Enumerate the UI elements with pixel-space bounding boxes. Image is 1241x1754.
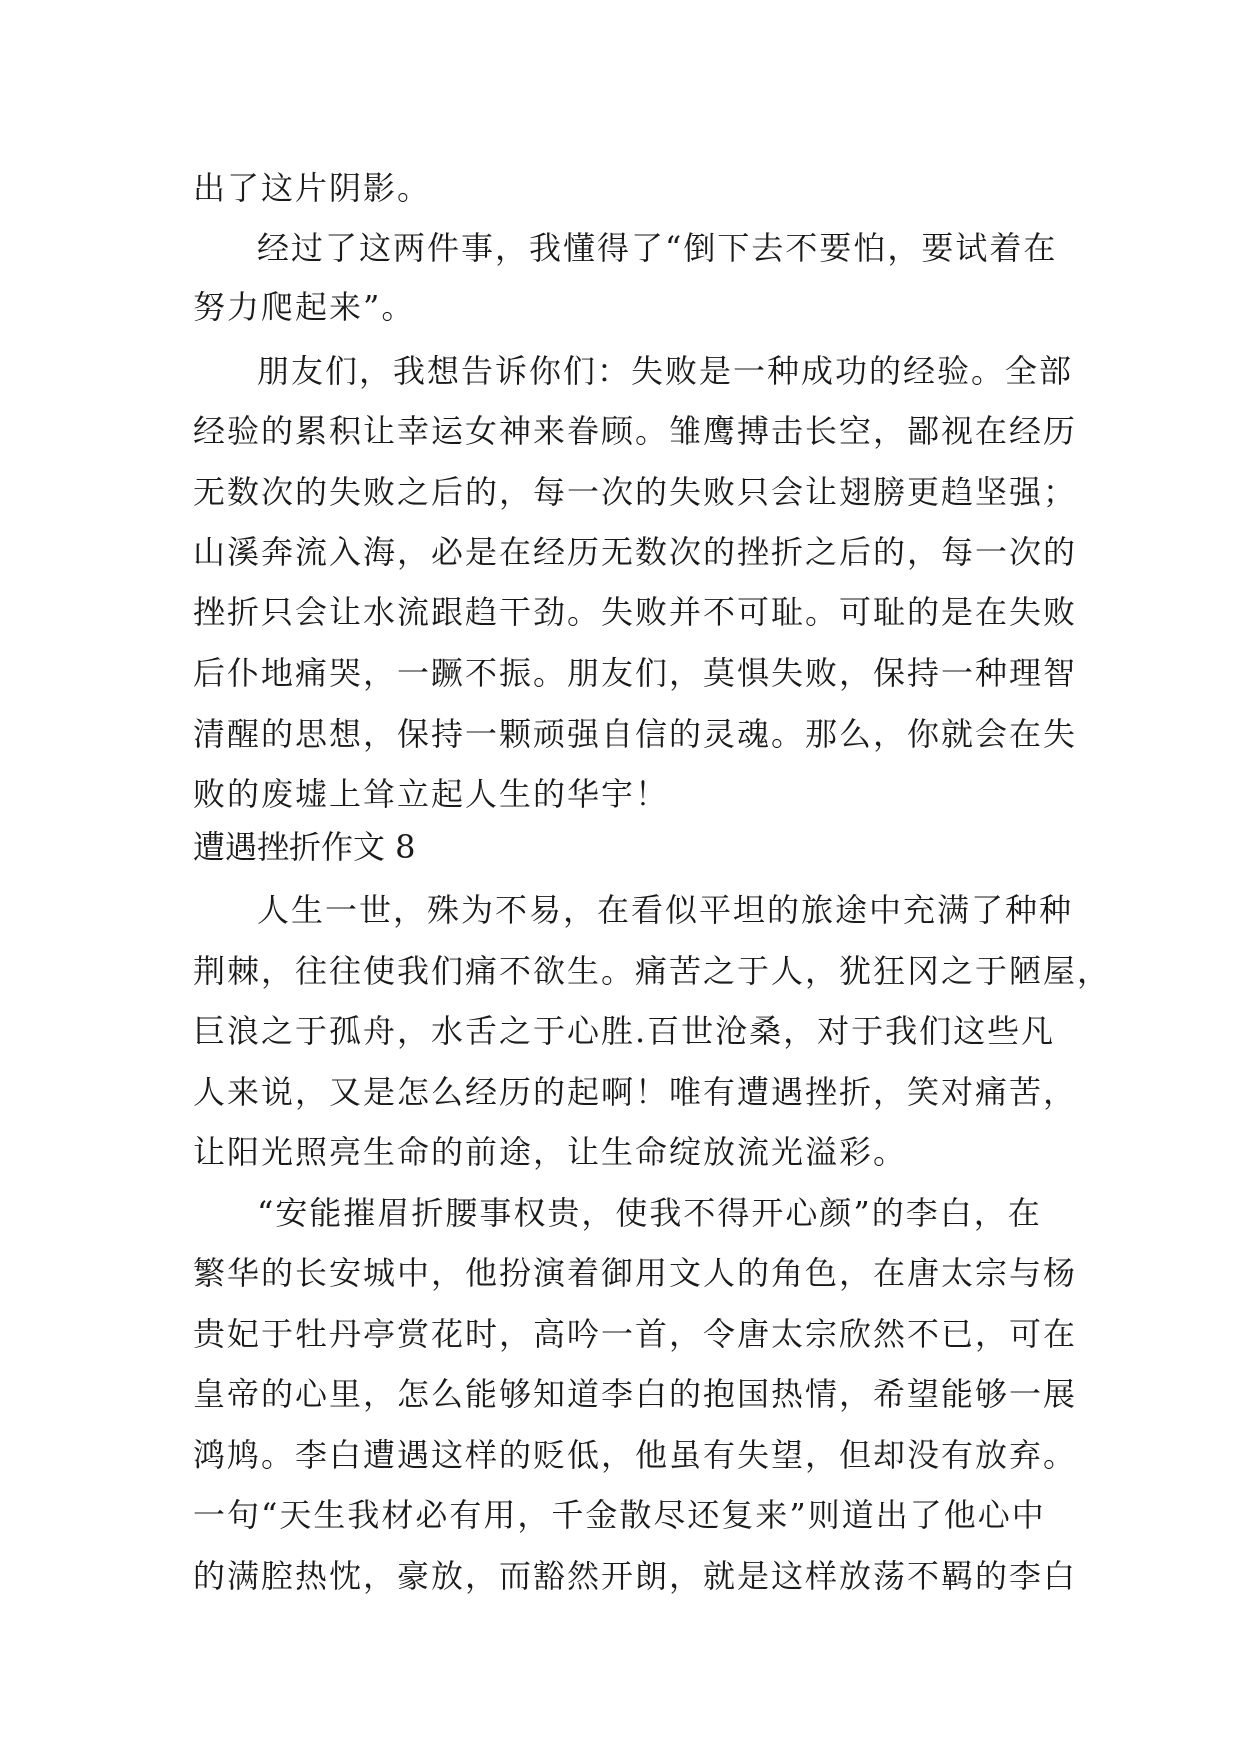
text-line: 让阳光照亮生命的前途，让生命绽放流光溢彩。 [193,1133,908,1171]
text-line: 鸿鸠。李白遭遇这样的贬低，他虽有失望，但却没有放弃。 [193,1436,1078,1474]
text-line: 山溪奔流入海，必是在经历无数次的挫折之后的，每一次的 [193,533,1078,571]
text-line: 贵妃于牡丹亭赏花时，高吟一首，令唐太宗欣然不已，可在 [193,1315,1078,1353]
text-line: 无数次的失败之后的，每一次的失败只会让翅膀更趋坚强； [193,473,1078,511]
text-line: 荆棘，往往使我们痛不欲生。痛苦之于人，犹狂冈之于陋屋， [193,952,1112,990]
text-line: 人生一世，殊为不易，在看似平坦的旅途中充满了种种 [257,891,1074,929]
text-line: “安能摧眉折腰事权贵，使我不得开心颜”的李白，在 [257,1194,1042,1232]
text-line: 经过了这两件事，我懂得了“倒下去不要怕，要试着在 [257,229,1058,267]
text-line: 后仆地痛哭，一蹶不振。朋友们，莫惧失败，保持一种理智 [193,654,1078,692]
text-line: 繁华的长安城中，他扮演着御用文人的角色，在唐太宗与杨 [193,1254,1078,1292]
text-line: 皇帝的心里，怎么能够知道李白的抱国热情，希望能够一展 [193,1375,1078,1413]
text-line: 朋友们，我想告诉你们：失败是一种成功的经验。全部 [257,352,1074,390]
text-line: 努力爬起来”。 [193,288,416,326]
text-line: 清醒的思想，保持一颗顽强自信的灵魂。那么，你就会在失 [193,715,1078,753]
text-line: 败的废墟上耸立起人生的华宇！ [193,775,670,813]
text-line: 一句“天生我材必有用，千金散尽还复来”则道出了他心中 [193,1496,1046,1534]
text-line: 经验的累积让幸运女神来眷顾。雏鹰搏击长空，鄙视在经历 [193,412,1078,450]
text-line: 的满腔热忱，豪放，而豁然开朗，就是这样放荡不羁的李白 [193,1557,1078,1595]
text-line: 挫折只会让水流跟趋干劲。失败并不可耻。可耻的是在失败 [193,593,1078,631]
text-line: 巨浪之于孤舟，水舌之于心胜.百世沧桑，对于我们这些凡 [193,1012,1056,1050]
text-line: 人来说，又是怎么经历的起啊！唯有遭遇挫折，笑对痛苦， [193,1073,1078,1111]
text-line: 出了这片阴影。 [193,169,432,207]
section-heading: 遭遇挫折作文 8 [193,828,416,866]
